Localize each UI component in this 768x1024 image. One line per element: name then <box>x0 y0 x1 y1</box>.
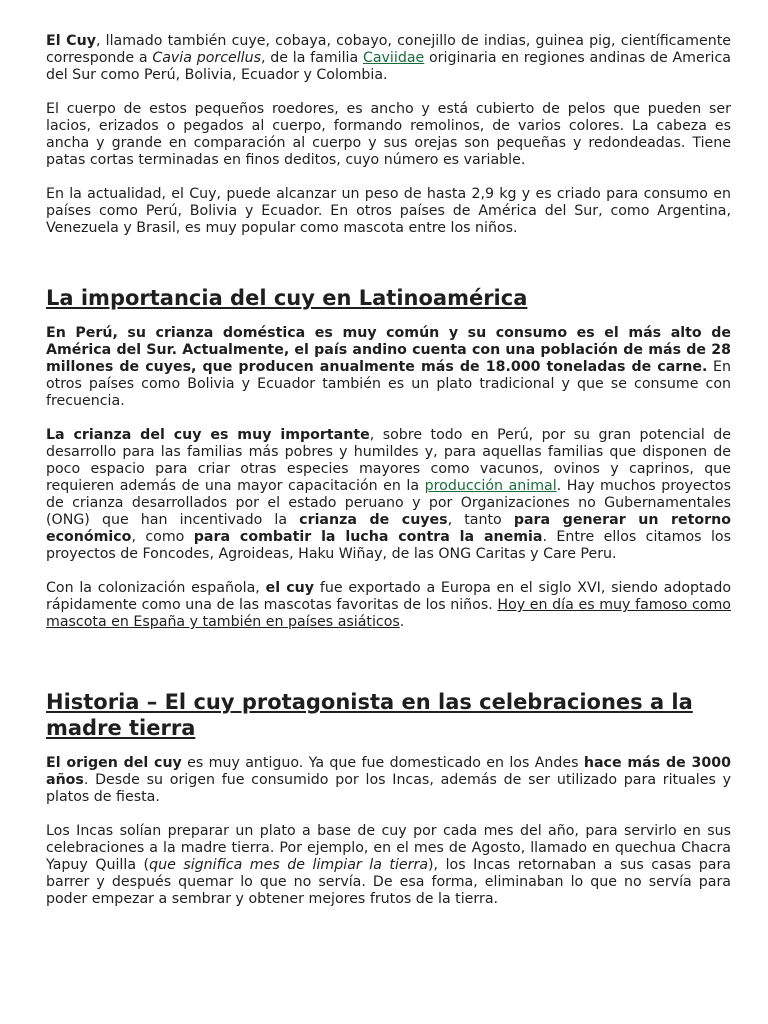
intro-paragraph: El Cuy, llamado también cuye, cobaya, cobayo, conejillo de indias, guinea pig, científicamente corresponde a Cavia porcellus, de la familia Caviidae originaria en regiones andinas de America del Sur como Perú, Bolivia, Ecuador y Colombia. <box>46 33 731 83</box>
section-heading-importancia: La importancia del cuy en Latinoamérica <box>46 286 528 310</box>
weight-paragraph: En la actualidad, el Cuy, puede alcanzar un peso de hasta 2,9 kg y es criado para consumo en países como Perú, Bolivia y Ecuador. En otros países de América del Sur, como Argentina, Venezuela y Brasil, es muy popular como mascota entre los niños. <box>46 186 731 236</box>
section-heading-historia: Historia – El cuy protagonista en las celebraciones a la madre tierra <box>46 690 693 740</box>
peru-consumption-paragraph: En Perú, su crianza doméstica es muy común y su consumo es el más alto de América del Sur. Actualmente, el país andino cuenta con una población de más de 28 millones de cuyes, que producen anualmente más de 18.000 toneladas de carne. En otros países como Bolivia y Ecuador también es un plato tradicional y que se consume con frecuencia. <box>46 325 732 409</box>
produccion-animal-link[interactable]: producción animal <box>424 478 557 494</box>
underlined-mascota-text: Hoy en día es muy famoso como mascota en España y también en países asiáticos <box>46 597 731 630</box>
crianza-paragraph: La crianza del cuy es muy importante, sobre todo en Perú, por su gran potencial de desarrollo para las familias más pobres y humildes y, para aquellas familias que disponen de poco espacio para criar otras especies mayores como vacunos, ovinos y caprinos, que requieren además de una mayor capacitación en la producción animal. Hay muchos proyectos de crianza desarrollados por el estado peruano y por Organizaciones no Gubernamentales (ONG) que han incentivado la crianza de cuyes, tanto para generar un retorno económico, como para combatir la lucha contra la anemia. Entre ellos citamos los proyectos de Foncodes, Agroideas, Haku Wiñay, de las ONG Caritas y Care Peru. <box>46 427 732 562</box>
caviidae-link[interactable]: Caviidae <box>362 50 425 66</box>
scientific-name: Cavia porcellus <box>152 50 262 66</box>
colonizacion-paragraph: Con la colonización española, el cuy fue exportado a Europa en el siglo XVI, siendo adoptado rápidamente como una de las mascotas favoritas de los niños. Hoy en día es muy famoso como mascota en España y también en países asiáticos. <box>46 580 732 630</box>
origen-paragraph: El origen del cuy es muy antiguo. Ya que fue domesticado en los Andes hace más de 3000 años. Desde su origen fue consumido por los Incas, además de ser utilizado para rituales y platos de fiesta. <box>46 755 731 805</box>
bold-term-el-cuy: El Cuy <box>46 33 96 49</box>
incas-paragraph: Los Incas solían preparar un plato a base de cuy por cada mes del año, para servirlo en sus celebraciones a la madre tierra. Por ejemplo, en el mes de Agosto, llamado en quechua Chacra Yapuy Quilla (que significa mes de limpiar la tierra), los Incas retornaban a sus casas para barrer y después quemar lo que no servía. De esa forma, eliminaban lo que no servía para poder empezar a sembrar y obtener mejores frutos de la tierra. <box>46 823 731 907</box>
document-page <box>46 33 731 908</box>
body-description-paragraph: El cuerpo de estos pequeños roedores, es ancho y está cubierto de pelos que pueden ser lacios, erizados o pegados al cuerpo, formando remolinos, de varios colores. La cabeza es ancha y grande en comparación al cuerpo y sus orejas son pequeñas y redondeadas. Tiene patas cortas terminadas en finos deditos, cuyo número es variable. <box>46 101 731 168</box>
